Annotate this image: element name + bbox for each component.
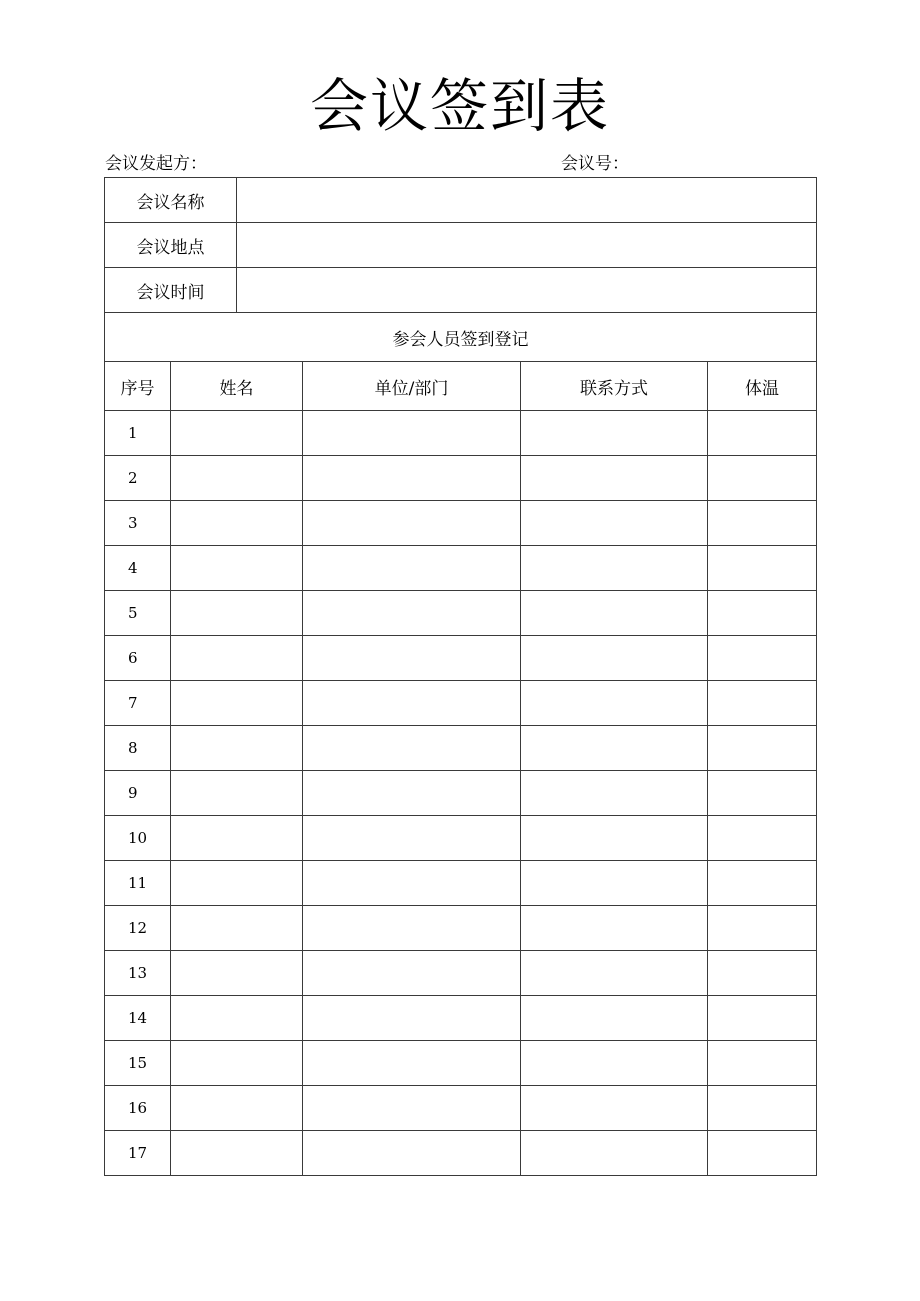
name-cell[interactable] (171, 771, 303, 816)
temperature-cell[interactable] (708, 816, 817, 861)
unit-cell[interactable] (303, 951, 521, 996)
contact-cell[interactable] (521, 1041, 708, 1086)
contact-cell[interactable] (521, 771, 708, 816)
row-number: 8 (105, 726, 171, 771)
unit-cell[interactable] (303, 591, 521, 636)
table-row (105, 1086, 817, 1131)
table-row (105, 411, 817, 456)
row-number: 7 (105, 681, 171, 726)
organizer-label: 会议发起方： (105, 154, 207, 174)
row-number: 10 (105, 816, 171, 861)
temperature-cell[interactable] (708, 726, 817, 771)
temperature-cell[interactable] (708, 861, 817, 906)
name-cell[interactable] (171, 1131, 303, 1176)
name-cell[interactable] (171, 1041, 303, 1086)
row-number: 4 (105, 546, 171, 591)
row-number: 16 (105, 1086, 171, 1131)
meeting-location-field[interactable] (237, 223, 817, 268)
meeting-time-label: 会议时间 (105, 268, 237, 313)
info-row-name (105, 178, 817, 223)
name-cell[interactable] (171, 591, 303, 636)
column-header-temperature: 体温 (708, 362, 817, 411)
table-row (105, 726, 817, 771)
row-number: 9 (105, 771, 171, 816)
name-cell[interactable] (171, 546, 303, 591)
table-row (105, 501, 817, 546)
unit-cell[interactable] (303, 1041, 521, 1086)
name-cell[interactable] (171, 681, 303, 726)
row-number: 1 (105, 411, 171, 456)
contact-cell[interactable] (521, 996, 708, 1041)
contact-cell[interactable] (521, 951, 708, 996)
info-row-time (105, 268, 817, 313)
contact-cell[interactable] (521, 546, 708, 591)
name-cell[interactable] (171, 456, 303, 501)
unit-cell[interactable] (303, 726, 521, 771)
table-row (105, 636, 817, 681)
column-header-row (105, 362, 817, 411)
name-cell[interactable] (171, 951, 303, 996)
temperature-cell[interactable] (708, 636, 817, 681)
contact-cell[interactable] (521, 906, 708, 951)
unit-cell[interactable] (303, 816, 521, 861)
table-row (105, 996, 817, 1041)
table-row (105, 861, 817, 906)
temperature-cell[interactable] (708, 996, 817, 1041)
attendee-rows (105, 411, 817, 1176)
meeting-time-field[interactable] (237, 268, 817, 313)
temperature-cell[interactable] (708, 456, 817, 501)
unit-cell[interactable] (303, 636, 521, 681)
page-title: 会议签到表 (309, 72, 610, 140)
row-number: 2 (105, 456, 171, 501)
name-cell[interactable] (171, 411, 303, 456)
sign-in-table (104, 177, 817, 1176)
contact-cell[interactable] (521, 1131, 708, 1176)
temperature-cell[interactable] (708, 1041, 817, 1086)
temperature-cell[interactable] (708, 411, 817, 456)
row-number: 13 (105, 951, 171, 996)
temperature-cell[interactable] (708, 951, 817, 996)
unit-cell[interactable] (303, 996, 521, 1041)
contact-cell[interactable] (521, 861, 708, 906)
meeting-name-label: 会议名称 (105, 178, 237, 223)
contact-cell[interactable] (521, 636, 708, 681)
temperature-cell[interactable] (708, 681, 817, 726)
table-row (105, 951, 817, 996)
unit-cell[interactable] (303, 501, 521, 546)
unit-cell[interactable] (303, 906, 521, 951)
column-header-unit: 单位/部门 (303, 362, 521, 411)
table-row (105, 1041, 817, 1086)
name-cell[interactable] (171, 1086, 303, 1131)
temperature-cell[interactable] (708, 501, 817, 546)
name-cell[interactable] (171, 501, 303, 546)
name-cell[interactable] (171, 816, 303, 861)
meeting-number-label: 会议号： (561, 154, 629, 174)
table-row (105, 456, 817, 501)
table-row (105, 546, 817, 591)
row-number: 11 (105, 861, 171, 906)
unit-cell[interactable] (303, 861, 521, 906)
unit-cell[interactable] (303, 1086, 521, 1131)
row-number: 6 (105, 636, 171, 681)
name-cell[interactable] (171, 636, 303, 681)
section-header-row (105, 313, 817, 362)
contact-cell[interactable] (521, 411, 708, 456)
table-row (105, 1131, 817, 1176)
table-row (105, 771, 817, 816)
meeting-location-label: 会议地点 (105, 223, 237, 268)
name-cell[interactable] (171, 906, 303, 951)
row-number: 12 (105, 906, 171, 951)
temperature-cell[interactable] (708, 771, 817, 816)
table-row (105, 681, 817, 726)
column-header-contact: 联系方式 (521, 362, 708, 411)
row-number: 3 (105, 501, 171, 546)
info-row-location (105, 223, 817, 268)
name-cell[interactable] (171, 861, 303, 906)
temperature-cell[interactable] (708, 591, 817, 636)
contact-cell[interactable] (521, 1086, 708, 1131)
contact-cell[interactable] (521, 591, 708, 636)
column-header-no: 序号 (105, 362, 171, 411)
unit-cell[interactable] (303, 456, 521, 501)
name-cell[interactable] (171, 996, 303, 1041)
contact-cell[interactable] (521, 726, 708, 771)
contact-cell[interactable] (521, 816, 708, 861)
table-row (105, 816, 817, 861)
unit-cell[interactable] (303, 771, 521, 816)
meeting-name-field[interactable] (237, 178, 817, 223)
contact-cell[interactable] (521, 501, 708, 546)
table-row (105, 591, 817, 636)
temperature-cell[interactable] (708, 1086, 817, 1131)
table-row (105, 906, 817, 951)
temperature-cell[interactable] (708, 546, 817, 591)
row-number: 17 (105, 1131, 171, 1176)
section-title: 参会人员签到登记 (105, 313, 817, 362)
unit-cell[interactable] (303, 1131, 521, 1176)
row-number: 14 (105, 996, 171, 1041)
name-cell[interactable] (171, 726, 303, 771)
column-header-name: 姓名 (171, 362, 303, 411)
temperature-cell[interactable] (708, 906, 817, 951)
contact-cell[interactable] (521, 456, 708, 501)
unit-cell[interactable] (303, 546, 521, 591)
unit-cell[interactable] (303, 681, 521, 726)
row-number: 5 (105, 591, 171, 636)
row-number: 15 (105, 1041, 171, 1086)
contact-cell[interactable] (521, 681, 708, 726)
temperature-cell[interactable] (708, 1131, 817, 1176)
unit-cell[interactable] (303, 411, 521, 456)
